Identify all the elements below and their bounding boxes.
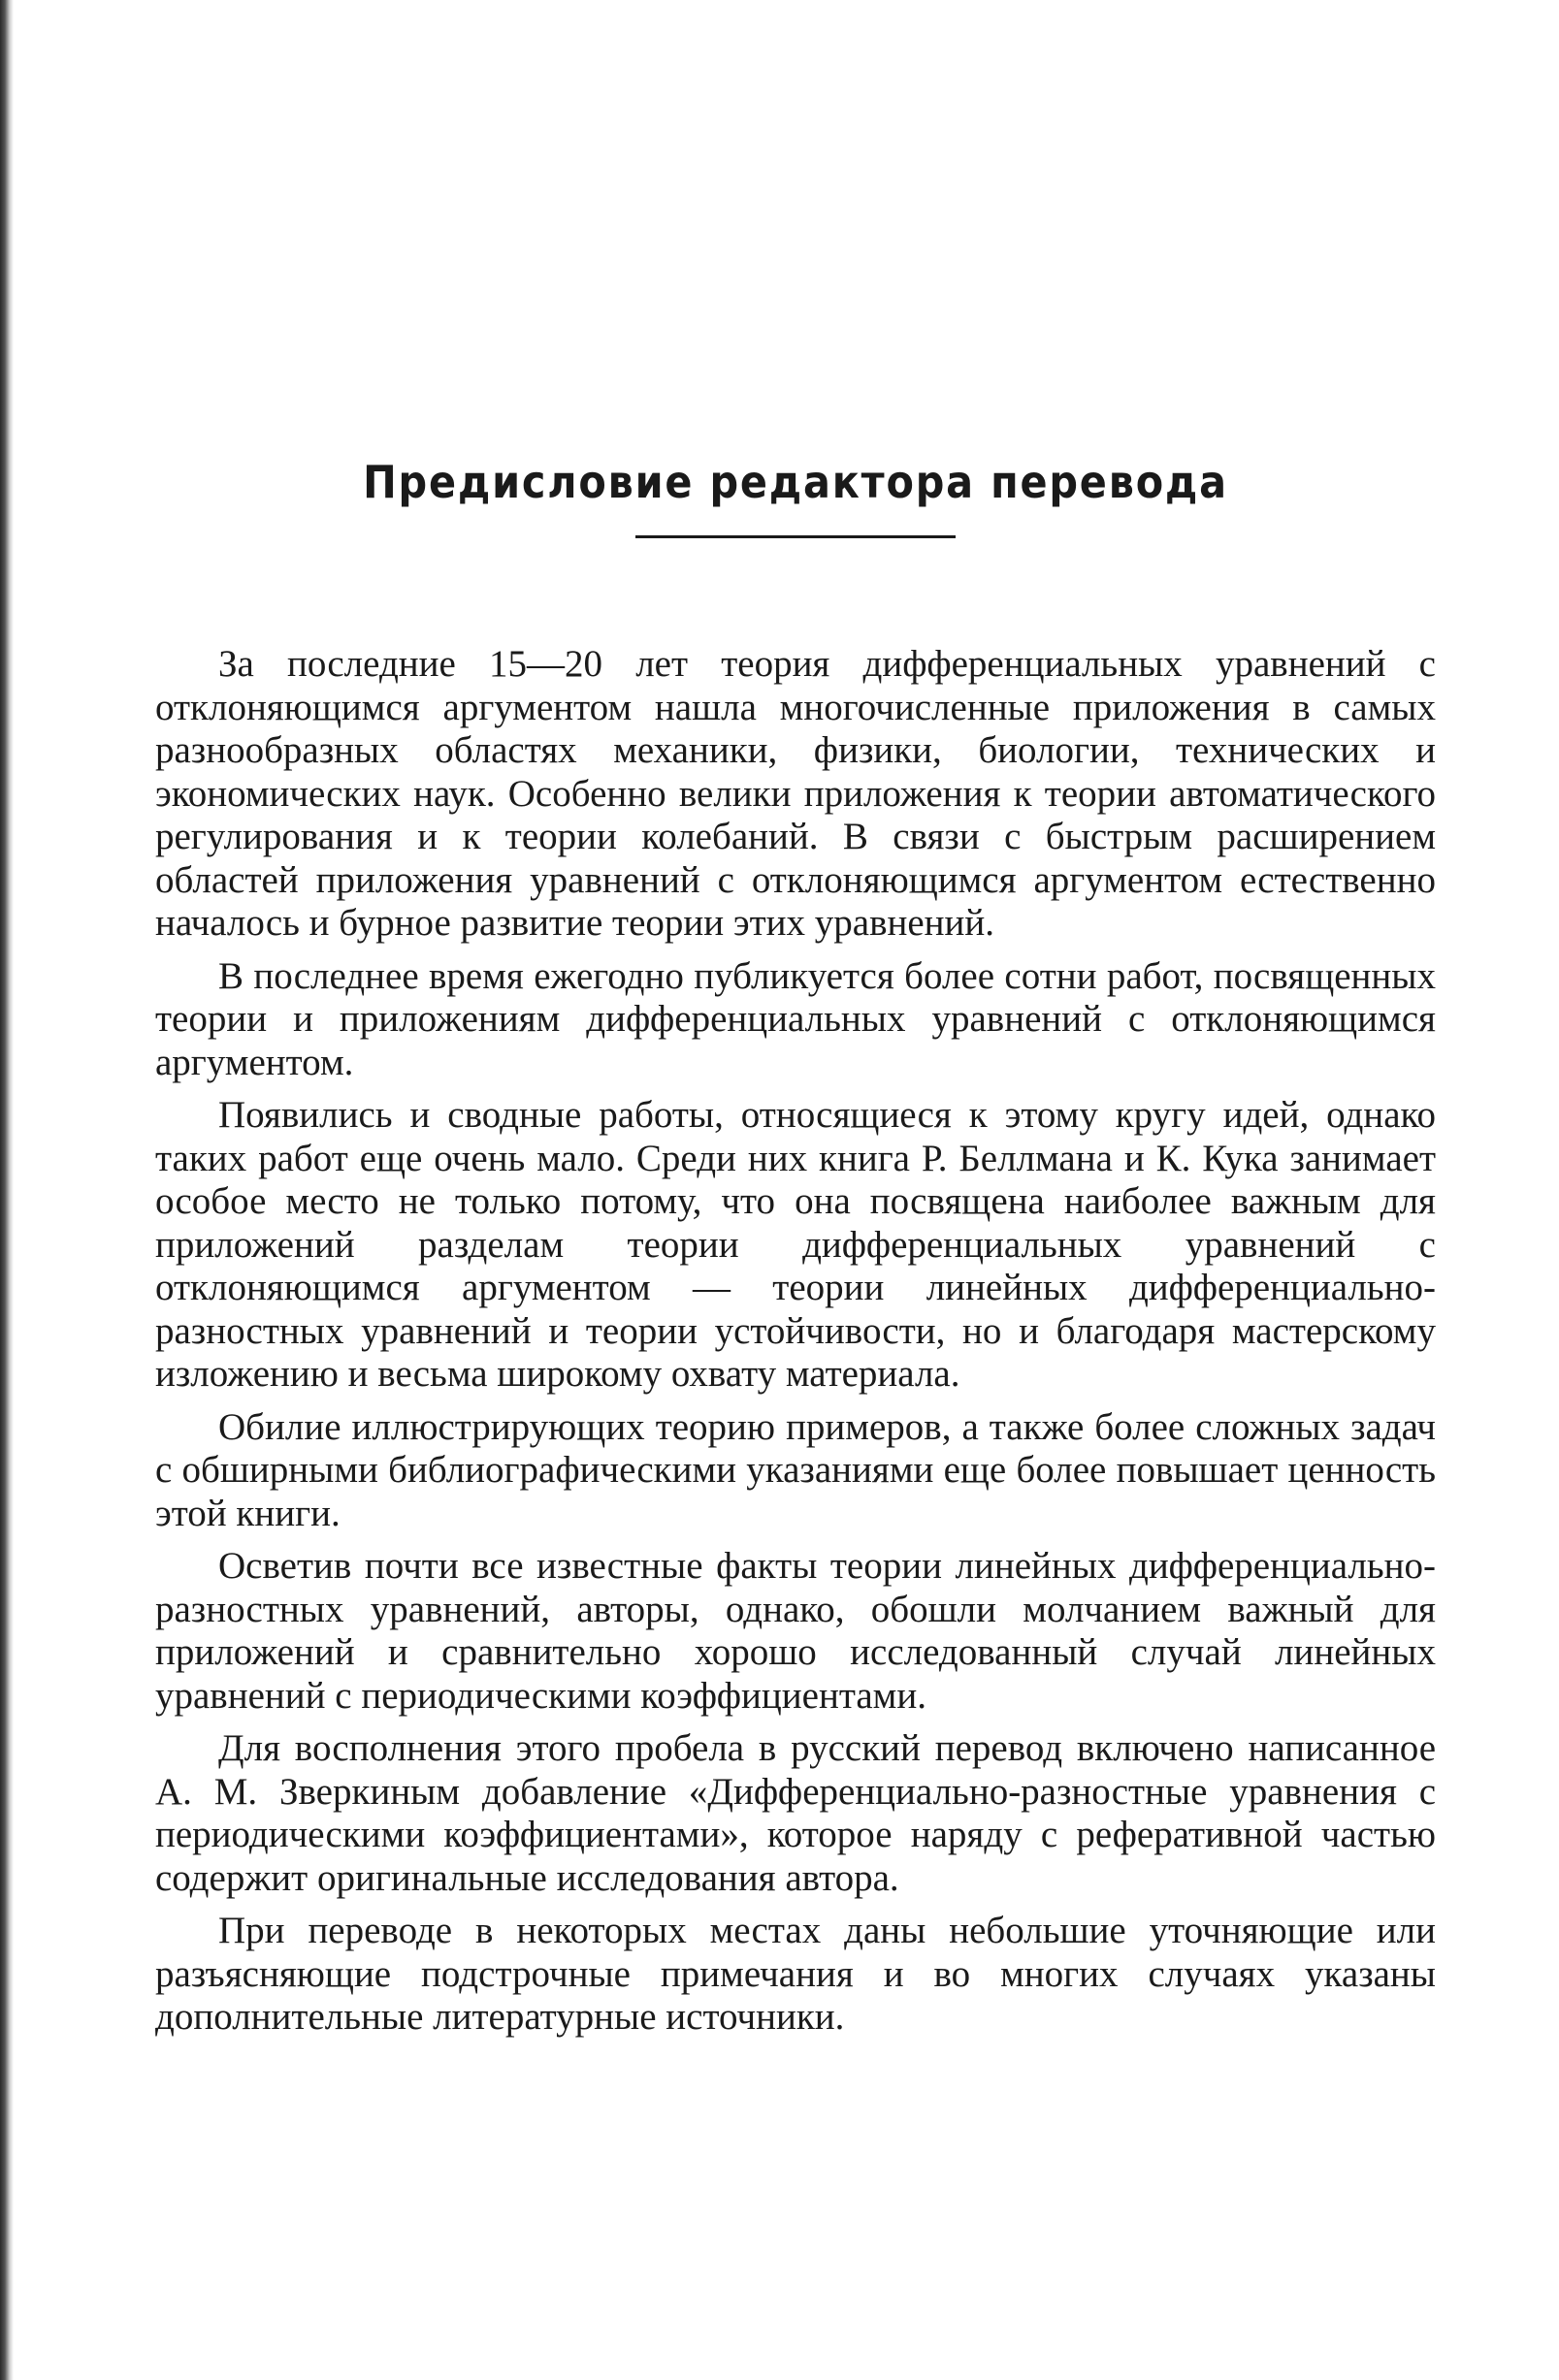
paragraph-2: В последнее время ежегодно публикуется более сотни работ, посвященных теории и приложениям дифференциальных уравнений с отклоняющимся аргументом. (155, 954, 1436, 1083)
document-body (155, 643, 1436, 2040)
paragraph-5: Осветив почти все известные факты теории линейных дифференциально-разностных уравнений, авторы, однако, обошли молчанием важный для приложений и сравнительно хорошо исследованный случай линейных уравнений с периодическими коэффициентами. (155, 1545, 1436, 1717)
paragraph-1: За последние 15—20 лет теория дифференциальных уравнений с отклоняющимся аргументом нашла многочисленные приложения в самых разнообразных областях механики, физики, биологии, технических и экономических наук. Особенно велики приложения к теории автоматического регулирования и к теории колебаний. В связи с быстрым расширением областей приложения уравнений с отклоняющимся аргументом естественно началось и бурное развитие теории этих уравнений. (155, 643, 1436, 944)
paragraph-7: При переводе в некоторых местах даны небольшие уточняющие или разъясняющие подстрочные примечания и во многих случаях указаны дополнительные литературные источники. (155, 1910, 1436, 2038)
page-title: Предисловие редактора перевода (363, 456, 1228, 508)
title-divider (635, 535, 956, 538)
paragraph-6: Для восполнения этого пробела в русский перевод включено написанное А. М. Зверкиным добавление «Дифференциально-разностные уравнения с периодическими коэффициентами», которое наряду с реферативной частью содержит оригинальные исследования автора. (155, 1727, 1436, 1899)
scanned-page-edge (0, 0, 14, 2380)
document-page (155, 456, 1436, 2049)
paragraph-3: Появились и сводные работы, относящиеся к этому кругу идей, однако таких работ еще очень мало. Среди них книга Р. Беллмана и К. Кука занимает особое место не только потому, что она посвящена наиболее важным для приложений разделам теории дифференциальных уравнений с отклоняющимся аргументом — теории линейных дифференциально-разностных уравнений и теории устойчивости, но и благодаря мастерскому изложению и весьма широкому охвату материала. (155, 1094, 1436, 1395)
paragraph-4: Обилие иллюстрирующих теорию примеров, а также более сложных задач с обширными библиографическими указаниями еще более повышает ценность этой книги. (155, 1405, 1436, 1534)
